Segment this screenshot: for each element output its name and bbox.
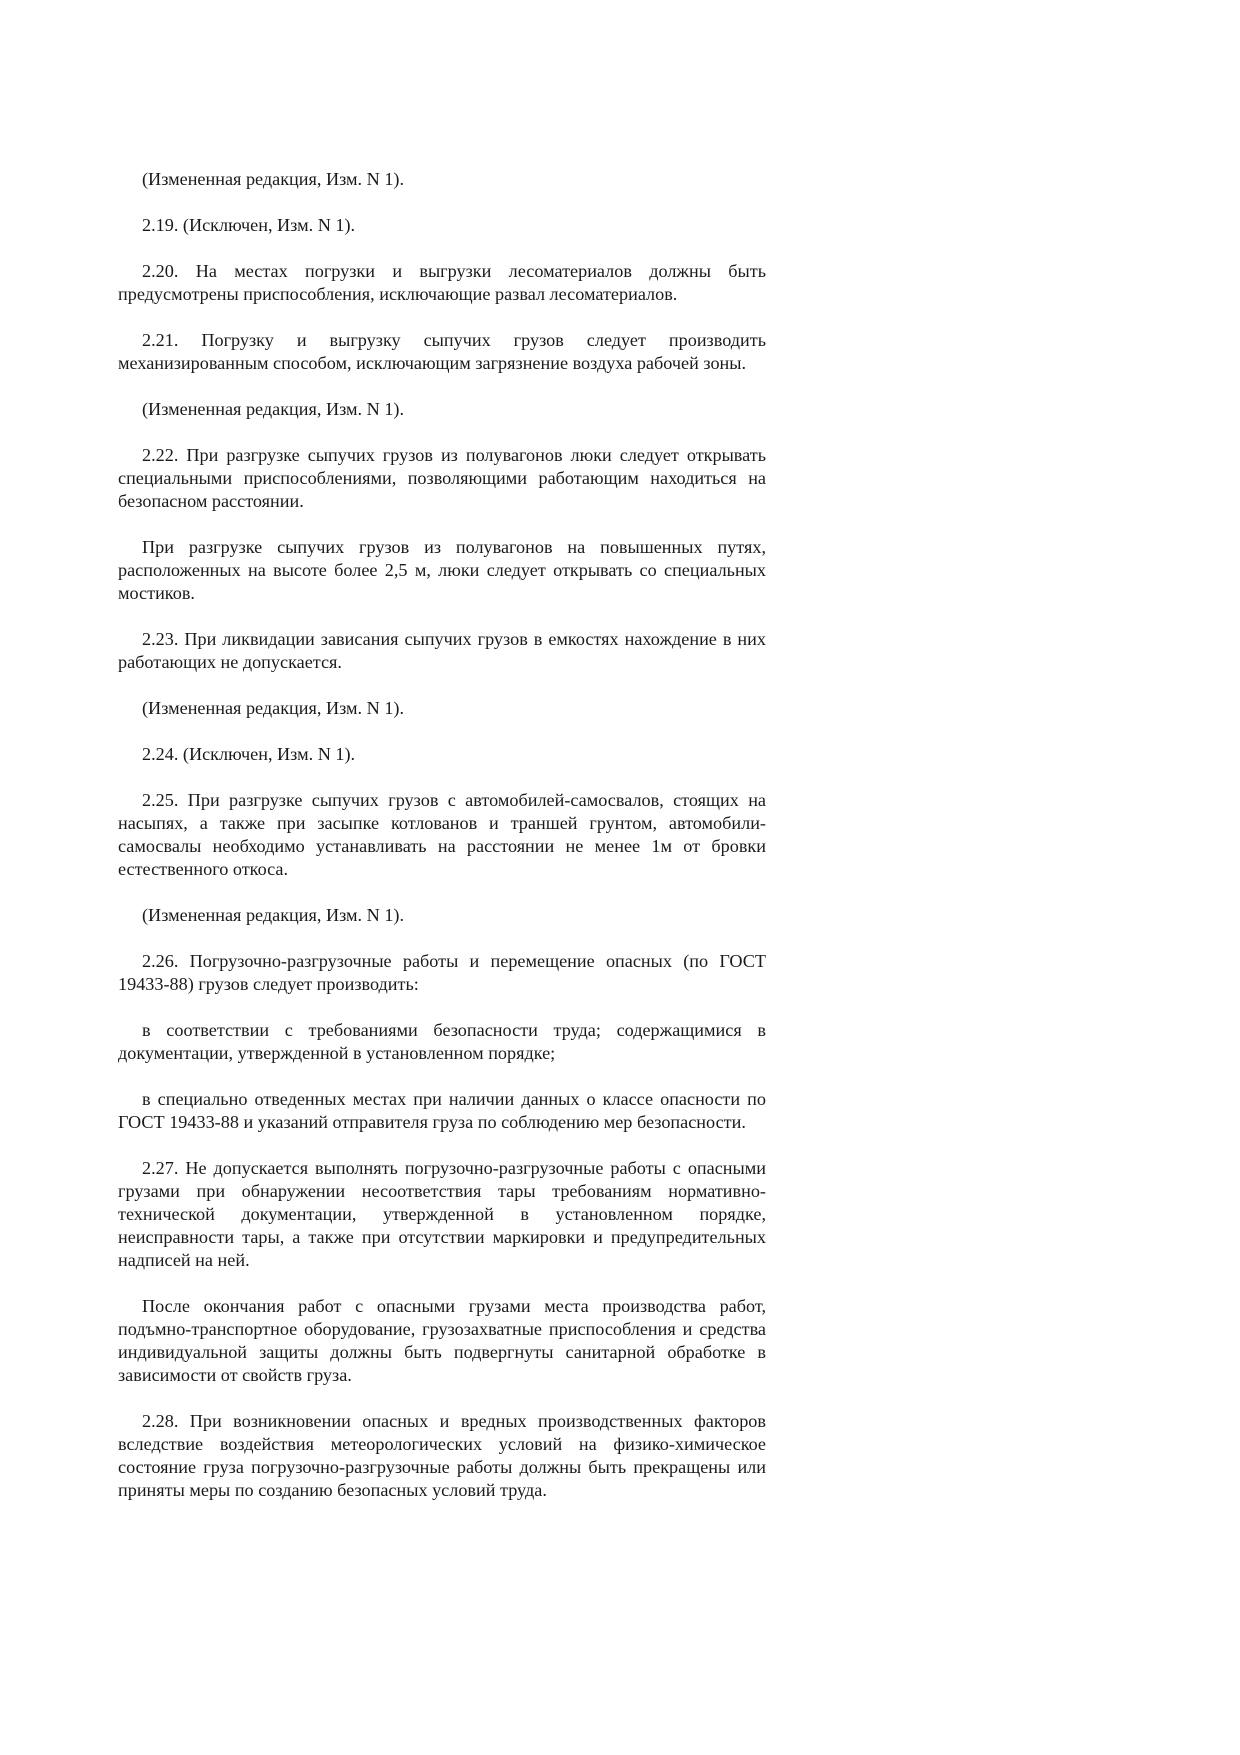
- paragraph-amendment-note: (Измененная редакция, Изм. N 1).: [142, 169, 405, 189]
- paragraph-amendment-note: (Измененная редакция, Изм. N 1).: [142, 399, 405, 419]
- paragraph-2-23: 2.23. При ликвидации зависания сыпучих грузов в емкостях нахождение в них работающих не допускается.: [118, 629, 766, 672]
- paragraph-2-19: 2.19. (Исключен, Изм. N 1).: [142, 215, 356, 235]
- paragraph-2-26: 2.26. Погрузочно-разгрузочные работы и перемещение опасных (по ГОСТ 19433-88) грузов следует производить:: [118, 951, 766, 994]
- paragraph-2-25: 2.25. При разгрузке сыпучих грузов с автомобилей-самосвалов, стоящих на насыпях, а также при засыпке котлованов и траншей грунтом, автомобили-самосвалы необходимо устанавливать на расстоянии не менее 1м от бровки естественного откоса.: [118, 790, 766, 879]
- paragraph-2-26-item-1: в соответствии с требованиями безопасности труда; содержащимися в документации, утвержденной в установленном порядке;: [118, 1020, 766, 1063]
- paragraph-2-27: 2.27. Не допускается выполнять погрузочно-разгрузочные работы с опасными грузами при обнаружении несоответствия тары требованиям нормативно-технической документации, утвержденной в установленном порядке, неисправности тары, а также при отсутствии маркировки и предупредительных надписей на ней.: [118, 1158, 766, 1270]
- paragraph-2-22-continued: При разгрузке сыпучих грузов из полувагонов на повышенных путях, расположенных на высоте более 2,5 м, люки следует открывать со специальных мостиков.: [118, 537, 766, 603]
- paragraph-2-20: 2.20. На местах погрузки и выгрузки лесоматериалов должны быть предусмотрены приспособления, исключающие развал лесоматериалов.: [118, 261, 766, 304]
- document-page: [118, 168, 766, 1525]
- paragraph-amendment-note: (Измененная редакция, Изм. N 1).: [142, 905, 405, 925]
- paragraph-2-28: 2.28. При возникновении опасных и вредных производственных факторов вследствие воздействия метеорологических условий на физико-химическое состояние груза погрузочно-разгрузочные работы должны быть прекращены или приняты меры по созданию безопасных условий труда.: [118, 1411, 766, 1500]
- paragraph-2-24: 2.24. (Исключен, Изм. N 1).: [142, 744, 356, 764]
- paragraph-2-22: 2.22. При разгрузке сыпучих грузов из полувагонов люки следует открывать специальными приспособлениями, позволяющими работающим находиться на безопасном расстоянии.: [118, 445, 766, 511]
- paragraph-2-26-item-2: в специально отведенных местах при наличии данных о классе опасности по ГОСТ 19433-88 и указаний отправителя груза по соблюдению мер безопасности.: [118, 1089, 766, 1132]
- paragraph-2-21: 2.21. Погрузку и выгрузку сыпучих грузов следует производить механизированным способом, исключающим загрязнение воздуха рабочей зоны.: [118, 330, 766, 373]
- paragraph-2-27-continued: После окончания работ с опасными грузами места производства работ, подъмно-транспортное оборудование, грузозахватные приспособления и средства индивидуальной защиты должны быть подвергнуты санитарной обработке в зависимости от свойств груза.: [118, 1296, 766, 1385]
- paragraph-amendment-note: (Измененная редакция, Изм. N 1).: [142, 698, 405, 718]
